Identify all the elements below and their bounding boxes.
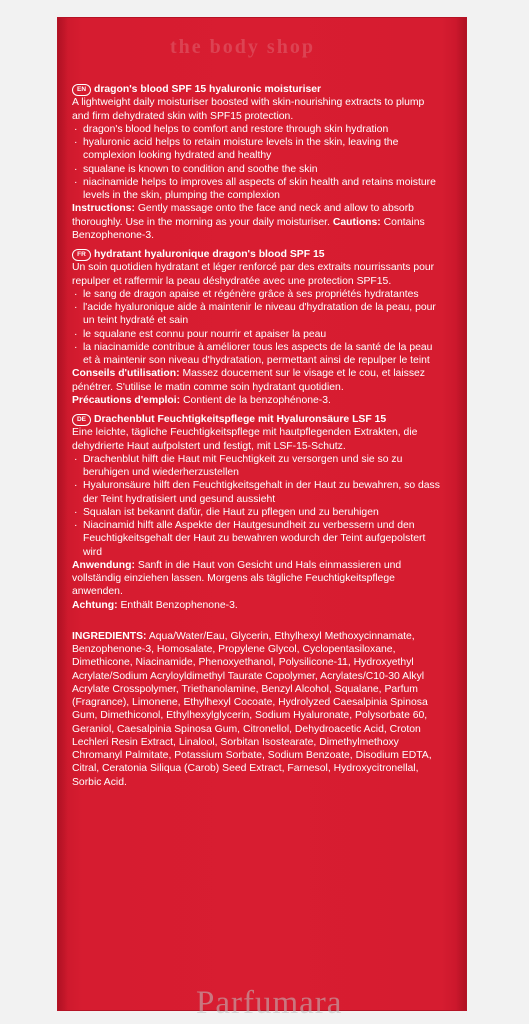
fr-conseils xyxy=(72,367,442,394)
de-anwendung xyxy=(72,559,442,599)
box-right-edge xyxy=(456,18,466,1010)
en-heading-text: dragon's blood SPF 15 hyaluronic moisturiser xyxy=(94,84,322,95)
en-lang-badge: EN xyxy=(72,84,91,96)
en-bullet: · hyaluronic acid helps to retain moisture levels in the skin, leaving the complexion looking hydrated and healthy xyxy=(72,136,442,163)
watermark: Parfumara xyxy=(196,985,343,1021)
en-heading xyxy=(72,83,442,96)
en-cautions-label: Cautions: xyxy=(332,216,381,228)
en-bullet-list xyxy=(72,123,442,203)
en-bullet: · squalane is known to condition and soothe the skin xyxy=(72,163,442,176)
en-instructions-text: Gently massage onto the face and neck and allow to absorb thoroughly. Use in the morning as your daily moisturiser. xyxy=(72,203,414,228)
fr-bullet: · l'acide hyaluronique aide à maintenir le niveau d'hydratation de la peau, pour un teint hydraté et sain xyxy=(72,301,442,328)
ingredients xyxy=(72,630,442,789)
section-fr xyxy=(72,248,442,407)
en-instructions-label: Instructions: xyxy=(72,203,135,215)
de-achtung-text: Enthält Benzophenone-3. xyxy=(120,599,238,611)
fr-intro: Un soin quotidien hydratant et léger renforcé par des extraits nourrissants pour repulper et raffermir la peau déshydratée avec une protection SPF15. xyxy=(72,262,435,287)
label-text xyxy=(72,83,442,789)
en-bullet: · niacinamide helps to improves all aspects of skin health and retains moisture levels in the skin, plumping the complexion xyxy=(72,176,442,203)
en-cautions-text: Contains Benzophenone-3. xyxy=(72,216,425,241)
fr-lang-badge: FR xyxy=(72,249,91,261)
section-de xyxy=(72,413,442,612)
de-anwendung-label: Anwendung: xyxy=(72,559,135,571)
fr-precautions xyxy=(72,394,442,407)
fr-bullet-list xyxy=(72,288,442,368)
de-bullet: · Niacinamid hilft alle Aspekte der Hautgesundheit zu verbessern und den Feuchtigkeitsgehalt der Haut zu bewahren wodurch der Teint aufgepolstert wird xyxy=(72,519,442,559)
en-intro: A lightweight daily moisturiser boosted with skin-nourishing extracts to plump and firm dehydrated skin with SPF15 protection. xyxy=(72,97,425,122)
fr-precautions-label: Précautions d'emploi: xyxy=(72,394,181,406)
fr-conseils-label: Conseils d'utilisation: xyxy=(72,368,180,380)
de-achtung-label: Achtung: xyxy=(72,599,118,611)
de-bullet: · Drachenblut hilft die Haut mit Feuchtigkeit zu versorgen und sie so zu beruhigen und wiederherzustellen xyxy=(72,453,442,480)
en-instructions xyxy=(72,202,442,242)
de-achtung xyxy=(72,599,442,612)
de-bullet: · Hyaluronsäure hilft den Feuchtigkeitsgehalt in der Haut zu bewahren, so dass der Teint hydratisiert und gesund aussieht xyxy=(72,479,442,506)
section-en xyxy=(72,83,442,242)
de-bullet: · Squalan ist bekannt dafür, die Haut zu pflegen und zu beruhigen xyxy=(72,506,442,519)
de-anwendung-text: Sanft in die Haut von Gesicht und Hals einmassieren und vollständig einziehen lassen. Morgens als tägliche Feuchtigkeitspflege anwenden. xyxy=(72,559,402,598)
fr-bullet: · le sang de dragon apaise et régénère grâce à ses propriétés hydratantes xyxy=(72,288,442,301)
de-intro: Eine leichte, tägliche Feuchtigkeitspflege mit hautpflegenden Extrakten, die dehydrierte Haut aufpolstert und festigt, mit LSF-15-Schutz. xyxy=(72,427,418,452)
ingredients-text: Aqua/Water/Eau, Glycerin, Ethylhexyl Methoxycinnamate, Benzophenone-3, Homosalate, Propylene Glycol, Cyclopentasiloxane, Dimethicone, Niacinamide, Phenoxyethanol, Polysilicone-11, Hydroxyethyl Acrylate/Sodium Acryloyldimethyl Taurate Copolymer, Acrylates/C10-30 Alkyl Acrylate Crosspolymer, Triethanolamine, Benzyl Alcohol, Squalane, Parfum (Fragrance), Limonene, Ethylhexyl Cocoate, Hydrolyzed Caesalpinia Spinosa Gum, Dimethiconol, Ethylhexylglycerin, Sodium Hyaluronate, Polysorbate 60, Geraniol, Caesalpinia Spinosa Gum, Citronellol, Dehydroacetic Acid, Croton Lechleri Resin Extract, Linalool, Sorbitan Isostearate, Dimethylmethoxy Chromanyl Palmitate, Potassium Sorbate, Sodium Benzoate, Disodium EDTA, Citral, Ceratonia Siliqua (Carob) Seed Extract, Farnesol, Hydroxycitronellal, Sorbic Acid. xyxy=(72,630,432,788)
brand-mark: the body shop xyxy=(170,36,315,58)
de-bullet-list xyxy=(72,453,442,559)
fr-bullet: · la niacinamide contribue à améliorer tous les aspects de la santé de la peau et à maintenir son niveau d'hydratation, permettant ainsi de repulper le teint xyxy=(72,341,442,368)
fr-heading xyxy=(72,248,442,261)
fr-heading-text: hydratant hyaluronique dragon's blood SPF 15 xyxy=(94,249,325,260)
de-lang-badge: DE xyxy=(72,414,91,426)
en-bullet: · dragon's blood helps to comfort and restore through skin hydration xyxy=(72,123,442,136)
de-heading xyxy=(72,413,442,426)
fr-conseils-text: Massez doucement sur le visage et le cou, et laissez pénétrer. S'utilise le matin comme soin hydratant quotidien. xyxy=(72,368,426,393)
fr-precautions-text: Contient de la benzophénone-3. xyxy=(183,394,331,406)
ingredients-label: INGREDIENTS: xyxy=(72,630,147,642)
fr-bullet: · le squalane est connu pour nourrir et apaiser la peau xyxy=(72,328,442,341)
de-heading-text: Drachenblut Feuchtigkeitspflege mit Hyaluronsäure LSF 15 xyxy=(94,414,387,425)
box-left-edge xyxy=(58,18,68,1010)
